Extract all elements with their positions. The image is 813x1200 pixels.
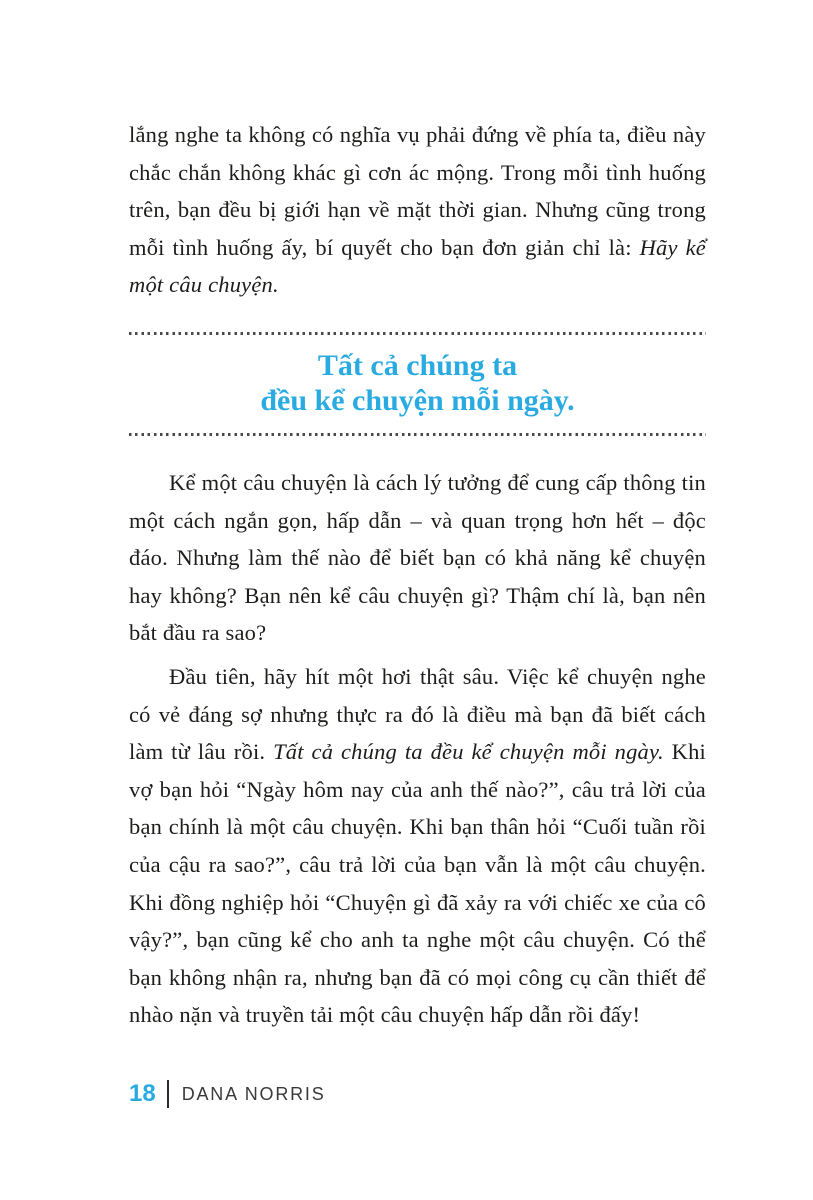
paragraph-2-text: Kể một câu chuyện là cách lý tưởng để cung cấp thông tin một cách ngắn gọn, hấp dẫn – và quan trọng hơn hết – độc đáo. Nhưng làm thế nào để biết bạn có khả năng kể chuyện hay không? Bạn nên kể câu chuyện gì? Thậm chí là, bạn nên bắt đầu ra sao? xyxy=(129,469,706,646)
paragraph-1-italic-phrase: Hãy kể một câu chuyện. xyxy=(129,234,706,298)
paragraph-2 xyxy=(129,464,706,652)
callout-line-2: đều kể chuyện mỗi ngày. xyxy=(260,383,575,417)
author-name: DANA NORRIS xyxy=(181,1084,326,1104)
page-body xyxy=(129,0,706,1034)
paragraph-3-text-a: Đầu tiên, hãy hít một hơi thật sâu. Việc kể chuyện nghe có vẻ đáng sợ nhưng thực ra đó là điều mà bạn đã biết cách làm từ lâu rồi. xyxy=(129,663,706,765)
page-footer xyxy=(129,1080,326,1108)
callout-line-1: Tất cả chúng ta xyxy=(317,348,518,382)
paragraph-3 xyxy=(129,658,706,1034)
dotted-divider-bottom xyxy=(129,433,706,436)
page-number: 18 xyxy=(129,1080,156,1107)
footer-separator xyxy=(167,1080,169,1108)
dotted-divider-top xyxy=(129,332,706,335)
callout-heading xyxy=(129,348,706,418)
paragraph-3-italic-phrase: Tất cả chúng ta đều kể chuyện mỗi ngày. xyxy=(273,739,664,765)
paragraph-3-text-b: Khi vợ bạn hỏi “Ngày hôm nay của anh thế nào?”, câu trả lời của bạn chính là một câu chuyện. Khi bạn thân hỏi “Cuối tuần rồi của cậu ra sao?”, câu trả lời của bạn vẫn là một câu chuyện. Khi đồng nghiệp hỏi “Chuyện gì đã xảy ra với chiếc xe của cô vậy?”, bạn cũng kể cho anh ta nghe một câu chuyện. Có thể bạn không nhận ra, nhưng bạn đã có mọi công cụ cần thiết để nhào nặn và truyền tải một câu chuyện hấp dẫn rồi đấy! xyxy=(129,739,706,1028)
paragraph-1 xyxy=(129,0,706,304)
paragraph-1-text: lắng nghe ta không có nghĩa vụ phải đứng về phía ta, điều này chắc chắn không khác gì cơn ác mộng. Trong mỗi tình huống trên, bạn đều bị giới hạn về mặt thời gian. Nhưng cũng trong mỗi tình huống ấy, bí quyết cho bạn đơn giản chỉ là: xyxy=(129,122,706,260)
